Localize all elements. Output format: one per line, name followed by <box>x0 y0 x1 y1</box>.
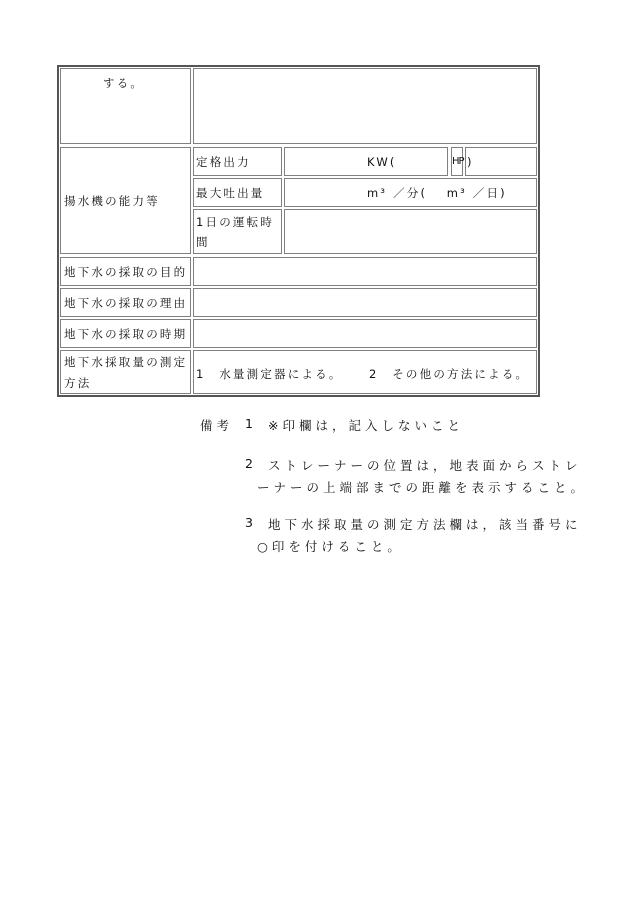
daily-hours-label-line2: 間 <box>196 235 210 249</box>
note-2-line1: ストレーナーの位置は，地表面からストレ <box>268 458 582 473</box>
reason-label-cell <box>60 288 191 317</box>
max-discharge-label: 最大吐出量 <box>196 186 265 200</box>
row-top-value-cell[interactable] <box>193 68 537 144</box>
measurement-option-1[interactable]: 1 水量測定器による。 <box>196 367 343 381</box>
row-top-label: する。 <box>103 76 145 90</box>
rated-output-hp-value-cell[interactable] <box>465 147 537 176</box>
table-border-left <box>57 65 59 397</box>
daily-hours-value-cell[interactable] <box>284 209 537 254</box>
measurement-label-line1: 地下水採取量の測定 <box>64 355 188 369</box>
note-1-number: 1 <box>245 416 257 431</box>
row-top-label-cell <box>60 68 191 144</box>
note-3-line2: ○印を付けること。 <box>257 539 404 554</box>
reason-label: 地下水の採取の理由 <box>64 296 188 310</box>
period-label-cell <box>60 319 191 348</box>
table-border-right <box>538 65 540 397</box>
note-2-number: 2 <box>245 456 257 471</box>
max-discharge-value-cell[interactable] <box>284 178 537 207</box>
table-border-bottom <box>57 395 540 397</box>
measurement-label-cell <box>60 350 191 394</box>
purpose-value-cell[interactable] <box>193 257 537 286</box>
purpose-label-cell <box>60 257 191 286</box>
notes-heading: 備考 <box>200 418 234 433</box>
rated-output-kw-unit: KW( <box>367 155 397 169</box>
measurement-label-line2: 方法 <box>64 376 92 390</box>
rated-output-label-cell <box>193 147 282 176</box>
note-3-line1: 地下水採取量の測定方法欄は，該当番号に <box>268 517 582 532</box>
rated-output-label: 定格出力 <box>196 155 251 169</box>
rated-output-kw-cell[interactable] <box>284 147 448 176</box>
note-1-text: ※印欄は，記入しないこと <box>268 418 464 433</box>
note-3-number: 3 <box>245 515 257 530</box>
pump-capacity-label: 揚水機の能力等 <box>64 194 160 208</box>
max-discharge-units: m³ ／分( m³ ／日) <box>367 186 507 200</box>
reason-value-cell[interactable] <box>193 288 537 317</box>
pump-capacity-label-cell <box>60 147 191 254</box>
daily-hours-label-line1: 1日の運転時 <box>196 215 275 229</box>
note-2-line2: ーナーの上端部までの距離を表示すること。 <box>257 480 588 495</box>
rated-output-close-paren: ) <box>467 155 474 169</box>
rated-output-hp-cell <box>451 147 463 176</box>
period-label: 地下水の採取の時期 <box>64 327 188 341</box>
max-discharge-label-cell <box>193 178 282 207</box>
table-border-top <box>57 65 540 67</box>
measurement-options-cell <box>193 350 537 394</box>
period-value-cell[interactable] <box>193 319 537 348</box>
measurement-option-2[interactable]: 2 その他の方法による。 <box>369 367 530 381</box>
application-form-table <box>57 65 540 397</box>
purpose-label: 地下水の採取の目的 <box>64 265 188 279</box>
rated-output-hp-unit: HP <box>452 156 464 167</box>
daily-hours-label-cell <box>193 209 282 254</box>
